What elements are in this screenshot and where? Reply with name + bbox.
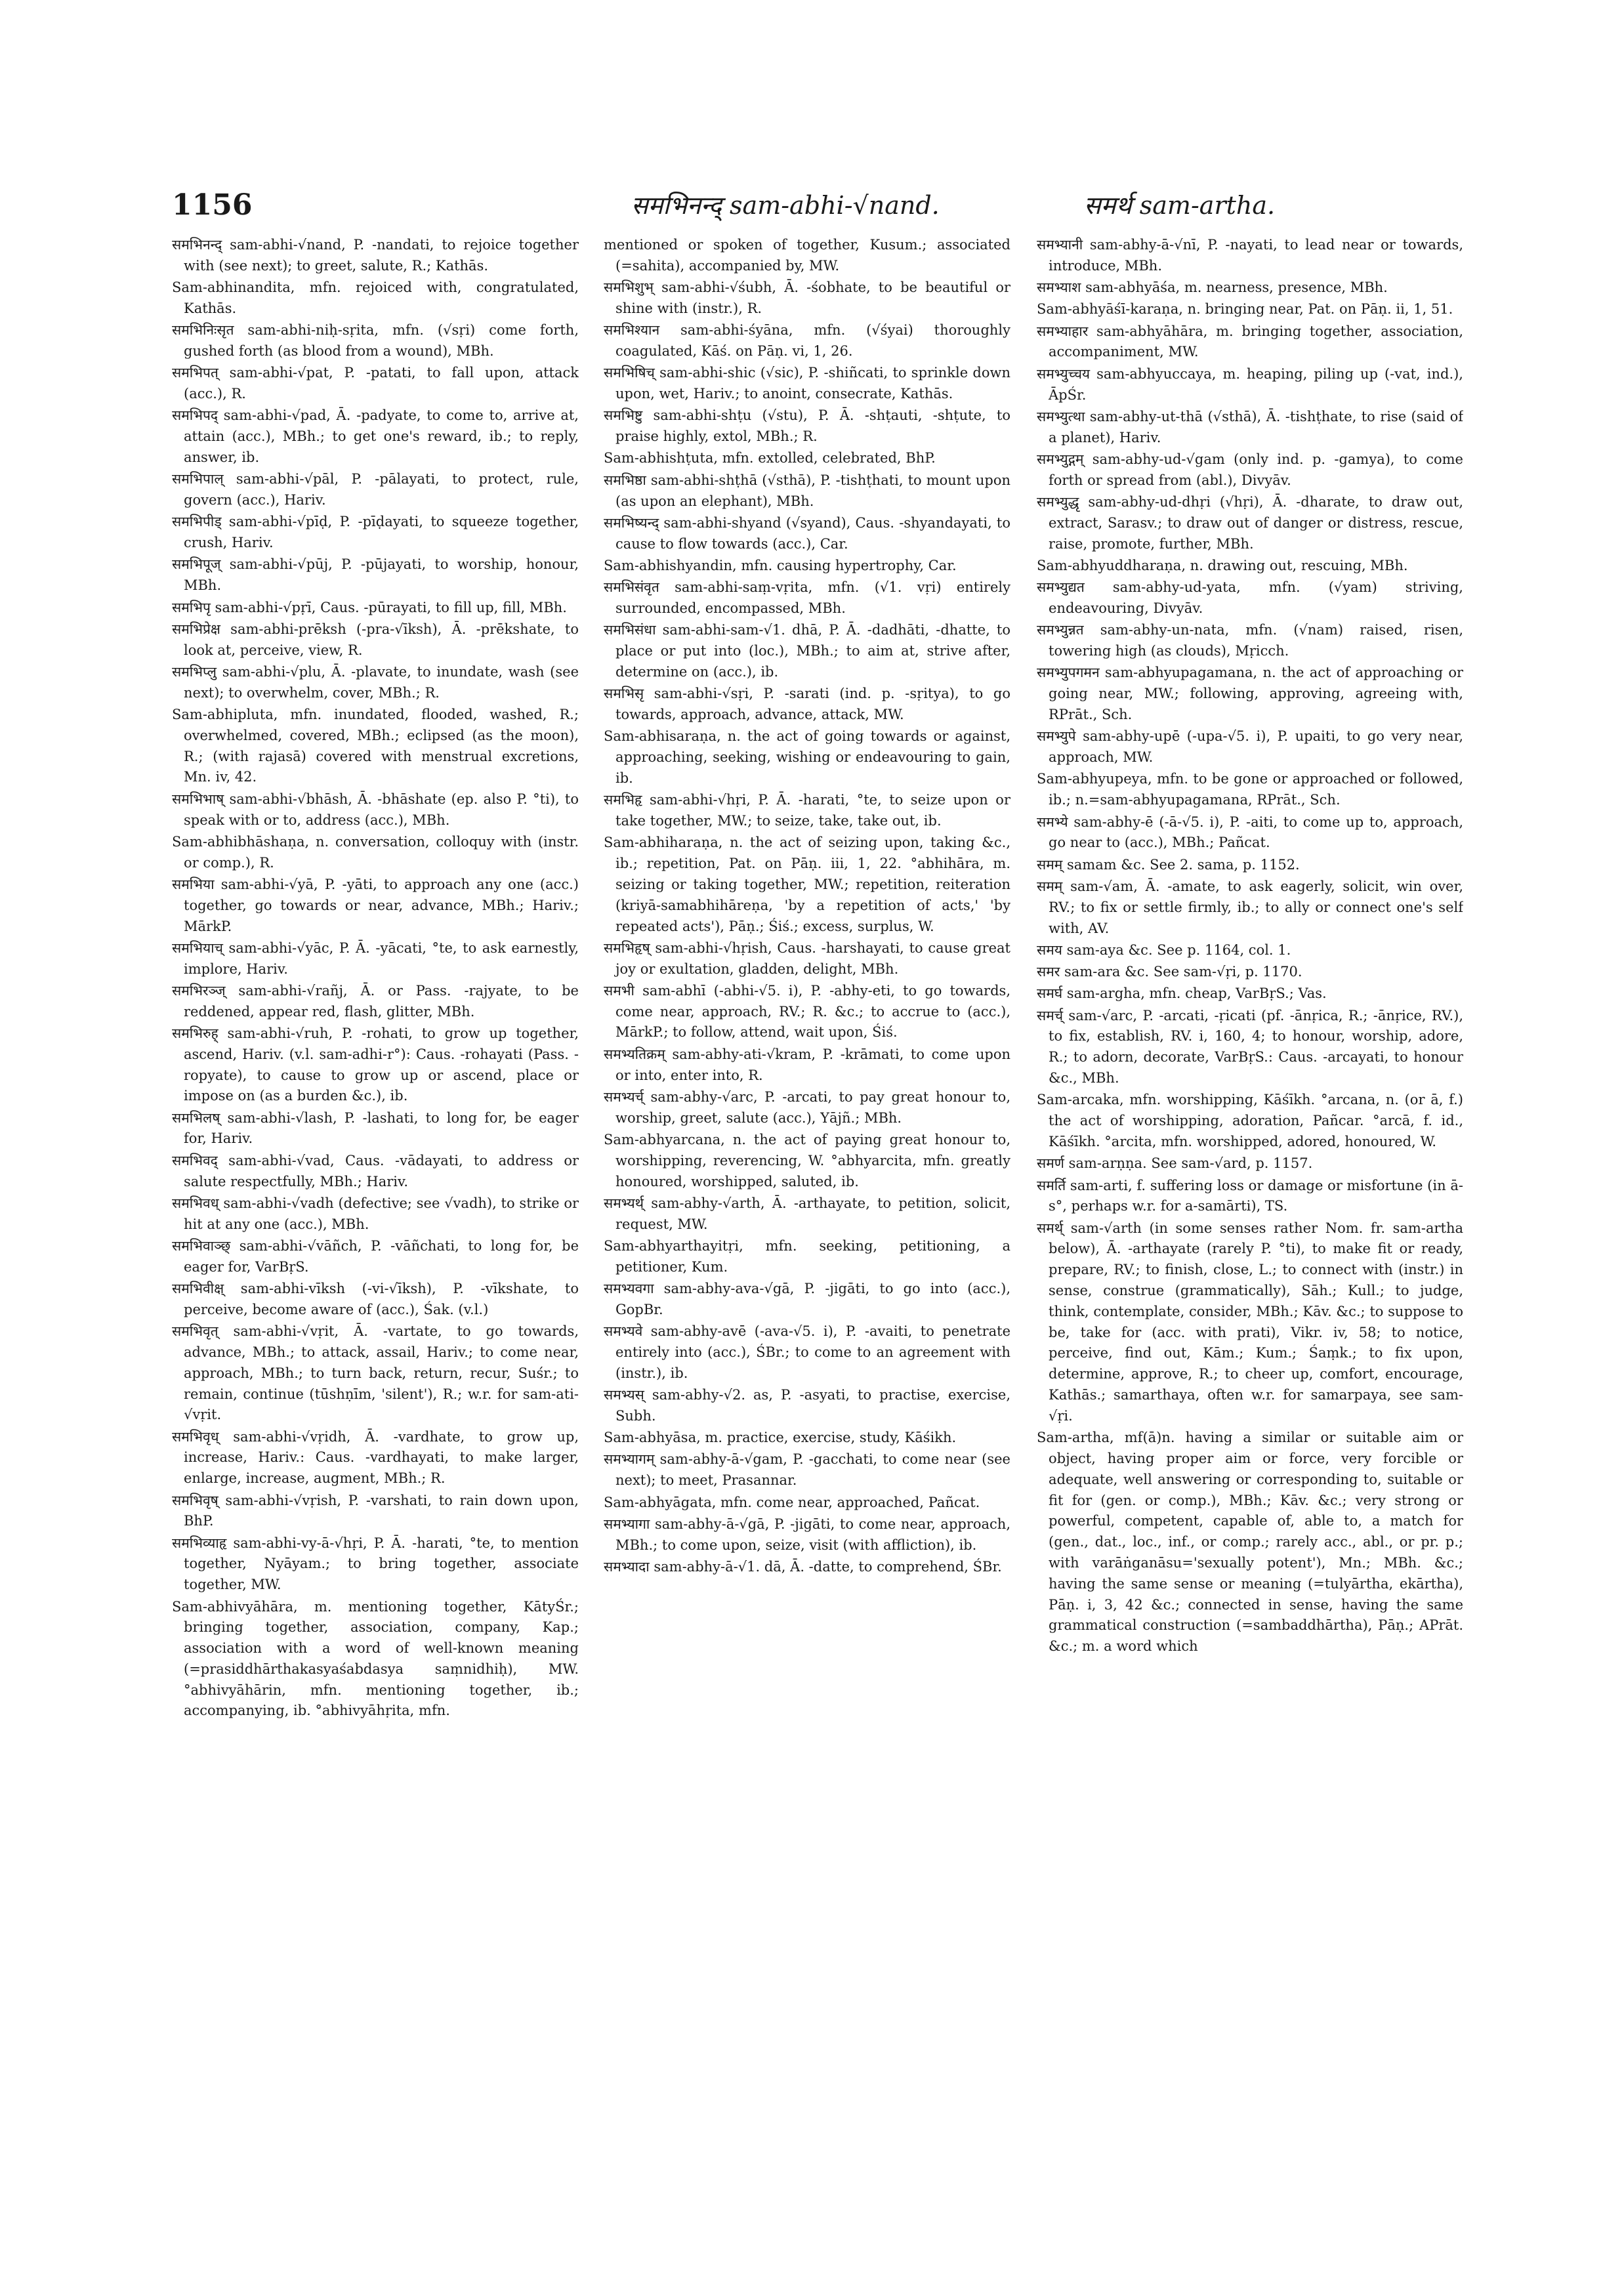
- dictionary-entry: Sam-abhyarcana, n. the act of paying great honour to, worshipping, reverencing, W. °abhyarcita, mfn. greatly honoured, worshipped, saluted, ib.: [604, 1131, 1010, 1189]
- dictionary-entry: समभिव्याहृ sam-abhi-vy-ā-√hṛi, P. Ā. -harati, °te, to mention together, Nyāyam.; to bring together, associate together, MW.: [172, 1535, 579, 1593]
- dictionary-entry: समभ्युद्गम् sam-abhy-ud-√gam (only ind. p. -gamya), to come forth or spread from (abl.), Divyāv.: [1037, 451, 1463, 488]
- dictionary-entry: समभिपद् sam-abhi-√pad, Ā. -padyate, to come to, arrive at, attain (acc.), MBh.; to get one's reward, ib.; to reply, answer, ib.: [172, 407, 579, 465]
- dictionary-entry: समभिहृ sam-abhi-√hṛi, P. Ā. -harati, °te, to seize upon or take together, MW.; to seize, take, take out, ib.: [604, 792, 1010, 829]
- dictionary-entry: समभिश्यान sam-abhi-śyāna, mfn. (√śyai) thoroughly coagulated, Kāś. on Pāṇ. vi, 1, 26.: [604, 322, 1010, 359]
- dictionary-entry: Sam-abhishyandin, mfn. causing hypertrophy, Car.: [604, 557, 957, 573]
- dictionary-entry: समभिवद् sam-abhi-√vad, Caus. -vādayati, to address or salute respectfully, MBh.; Hariv.: [172, 1152, 579, 1189]
- dictionary-entry: समभ्युच्चय sam-abhyuccaya, m. heaping, piling up (-vat, ind.), ĀpŚr.: [1037, 365, 1463, 403]
- dictionary-entry: समभिसंधा sam-abhi-sam-√1. dhā, P. Ā. -dadhāti, -dhatte, to place or put into (loc.), MBh.; to aim at, strive after, determine on (acc.), ib.: [604, 622, 1010, 680]
- dictionary-entry: समभिनिःसृत sam-abhi-niḥ-sṛita, mfn. (√sṛi) come forth, gushed forth (as blood from a wound), MBh.: [172, 322, 579, 359]
- dictionary-entry: समभिनन्द् sam-abhi-√nand, P. -nandati, to rejoice together with (see next); to greet, salute, R.; Kathās.: [172, 237, 579, 274]
- dictionary-entry: समर्ण sam-arṇṇa. See sam-√ard, p. 1157.: [1037, 1155, 1313, 1172]
- dictionary-entry: समभ्यर्च् sam-abhy-√arc, P. -arcati, to pay great honour to, worship, greet, salute (acc.), Yājñ.; MBh.: [604, 1088, 1010, 1126]
- dictionary-entry: Sam-abhyuddharaṇa, n. drawing out, rescuing, MBh.: [1037, 557, 1408, 573]
- dictionary-entry: समभ्युन्नत sam-abhy-un-nata, mfn. (√nam) raised, risen, towering high (as clouds), Mṛicch.: [1037, 622, 1463, 659]
- dictionary-entry: समभ्यस् sam-abhy-√2. as, P. -asyati, to practise, exercise, Subh.: [604, 1387, 1010, 1424]
- dictionary-entry: समभियाच् sam-abhi-√yāc, P. Ā. -yācati, °te, to ask earnestly, implore, Hariv.: [172, 940, 579, 977]
- dictionary-entry: समभ्यादा sam-abhy-ā-√1. dā, Ā. -datte, to comprehend, ŚBr.: [604, 1558, 1002, 1575]
- column-1: [172, 235, 579, 2256]
- dictionary-entry: Sam-abhyāśī-karaṇa, n. bringing near, Pat. on Pāṇ. ii, 1, 51.: [1037, 301, 1453, 318]
- dictionary-entry: Sam-abhisaraṇa, n. the act of going towards or against, approaching, seeking, wishing or endeavouring to gain, ib.: [604, 728, 1010, 786]
- dictionary-entry: mentioned or spoken of together, Kusum.; associated (=sahita), accompanied by, MW.: [604, 237, 1010, 274]
- dictionary-entry: समभ्युद्धृ sam-abhy-ud-dhṛi (√hṛi), Ā. -dharate, to draw out, extract, Sarasv.; to draw out of danger or distress, rescue, raise, promote, further, MBh.: [1037, 494, 1463, 552]
- dictionary-entry: समभिलष् sam-abhi-√lash, P. -lashati, to long for, be eager for, Hariv.: [172, 1109, 579, 1147]
- dictionary-entry: समभिहृष् sam-abhi-√hṛish, Caus. -harshayati, to cause great joy or exultation, gladden, delight, MBh.: [604, 940, 1010, 977]
- dictionary-entry: समभिवाञ्छ् sam-abhi-√vāñch, P. -vāñchati, to long for, be eager for, VarBṛS.: [172, 1237, 579, 1275]
- dictionary-entry: समभिया sam-abhi-√yā, P. -yāti, to approach any one (acc.) together, go towards or near, advance, MBh.; Hariv.; MārkP.: [172, 876, 579, 934]
- dictionary-entry: समभिसंवृत sam-abhi-saṃ-vṛita, mfn. (√1. vṛi) entirely surrounded, encompassed, MBh.: [604, 579, 1010, 617]
- dictionary-entry: समभ्यर्थ् sam-abhy-√arth, Ā. -arthayate, to petition, solicit, request, MW.: [604, 1195, 1010, 1232]
- dictionary-entry: Sam-artha, mf(ā)n. having a similar or suitable aim or object, having proper aim or force, very forcible or adequate, well answering or corresponding to, suitable or fit for (gen. or comp.), MBh.; Kāv. &c.; very strong or powerful, competent, capable of, able to, a match for (gen., dat., loc., inf., or comp.; rarely acc., abl., or pr. p.; with varāṅganāsu='sexually potent'), Mn.; MBh. &c.; having the same sense or meaning (=tulyārtha, ekārtha), Pāṇ. i, 3, 42 &c.; connected in sense, having the same grammatical construction (=sambaddhārtha), Pāṇ.; APrāt. &c.; m. a word which: [1037, 1430, 1463, 1655]
- dictionary-entry: समभ्युपगमन sam-abhyupagamana, n. the act of approaching or going near, MW.; following, approving, agreeing with, RPrāt., Sch.: [1037, 665, 1463, 723]
- dictionary-entry: समभिवध् sam-abhi-√vadh (defective; see √vadh), to strike or hit at any one (acc.), MBh.: [172, 1195, 579, 1232]
- dictionary-entry: समभिशुभ् sam-abhi-√śubh, Ā. -śobhate, to be beautiful or shine with (instr.), R.: [604, 279, 1010, 316]
- dictionary-entry: समभ्युपे sam-abhy-upē (-upa-√5. i), P. upaiti, to go very near, approach, MW.: [1037, 728, 1463, 766]
- dictionary-entry: समभिपीड् sam-abhi-√pīḍ, P. -pīḍayati, to squeeze together, crush, Hariv.: [172, 514, 579, 551]
- dictionary-entry: समभ्युत्था sam-abhy-ut-thā (√sthā), Ā. -tishṭhate, to rise (said of a planet), Hariv.: [1037, 408, 1463, 445]
- dictionary-entry: समभिषिच् sam-abhi-shic (√sic), P. -shiñcati, to sprinkle down upon, wet, Hariv.; to anoint, consecrate, Kathās.: [604, 365, 1010, 402]
- dictionary-entry: Sam-abhinandita, mfn. rejoiced with, congratulated, Kathās.: [172, 279, 579, 316]
- dictionary-entry: Sam-abhibhāshaṇa, n. conversation, colloquy with (instr. or comp.), R.: [172, 833, 579, 871]
- dictionary-entry: समभी sam-abhī (-abhi-√5. i), P. -abhy-eti, to go towards, come near, approach, RV.; R. &c.; to accrue to (acc.), MārkP.; to follow, attend, wait upon, Śiś.: [604, 982, 1010, 1041]
- dictionary-entry: समर्च् sam-√arc, P. -arcati, -ṛicati (pf. -ānṛica, R.; -ānṛice, RV.), to fix, establish, RV. i, 160, 4; to honour, worship, adore, R.; to adorn, decorate, VarBṛS.: Caus. -arcayati, to honour &c., MBh.: [1037, 1007, 1463, 1086]
- dictionary-entry: समर sam-ara &c. See sam-√ṛi, p. 1170.: [1037, 964, 1302, 980]
- dictionary-entry: Sam-abhiharaṇa, n. the act of seizing upon, taking &c., ib.; repetition, Pat. on Pāṇ. iii, 1, 22. °abhihāra, m. seizing or taking together, MW.; repetition, reiteration (kriyā-samabhihāreṇa, 'by a repetition of acts,' 'by repeated acts'), Pāṇ.; Śiś.; excess, surplus, W.: [604, 835, 1010, 934]
- dictionary-entry: समभिवृत् sam-abhi-√vṛit, Ā. -vartate, to go towards, advance, MBh.; to attack, assail, Hariv.; to come near, approach, MBh.; to turn back, return, recur, Suśr.; to remain, continue (tūshṇīm, 'silent'), R.; w.r. for sam-ati-√vṛit.: [172, 1323, 579, 1423]
- dictionary-entry: Sam-arcaka, mfn. worshipping, Kāśīkh. °arcana, n. (or ā, f.) the act of worshipping, adoration, Pañcar. °arcā, f. id., Kāśīkh. °arcita, mfn. worshipped, adored, honoured, W.: [1037, 1092, 1463, 1149]
- dictionary-entry: समभ्यागा sam-abhy-ā-√gā, P. -jigāti, to come near, approach, MBh.; to come upon, seize, visit (with affliction), ib.: [604, 1516, 1010, 1553]
- dictionary-entry: समभ्युद्यत sam-abhy-ud-yata, mfn. (√yam) striving, endeavouring, Divyāv.: [1037, 579, 1463, 617]
- dictionary-entry: समभिपृ sam-abhi-√pṛī, Caus. -pūrayati, to fill up, fill, MBh.: [172, 599, 567, 615]
- dictionary-entry: समभिभाष् sam-abhi-√bhāsh, Ā. -bhāshate (ep. also P. °ti), to speak with or to, address (acc.), MBh.: [172, 791, 579, 828]
- dictionary-entry: Sam-abhivyāhāra, m. mentioning together, KātyŚr.; bringing together, association, company, Kap.; association with a word of well-known meaning (=prasiddhārthakasyaśabdasya saṃnidhiḥ), MW. °abhivyāhārin, mfn. mentioning together, ib.; accompanying, ib. °abhivyāhṛita, mfn.: [172, 1598, 579, 1719]
- dictionary-entry: समभिपत् sam-abhi-√pat, P. -patati, to fall upon, attack (acc.), R.: [172, 365, 579, 402]
- dictionary-entry: समर्थ् sam-√arth (in some senses rather Nom. fr. sam-artha below), Ā. -arthayate (rarely P. °ti), to make fit or ready, prepare, RV.; to finish, close, L.; to connect with (instr.) in sense, construe (grammatically), Sāh.; Kull.; to judge, think, contemplate, consider, MBh.; Kāv. &c.; to suppose to be, take for (acc. with prati), Vikr. iv, 58; to notice, perceive, find out, Kām.; Kum.; Śaṃk.; to fix upon, determine, approve, R.; to cheer up, comfort, encourage, Kathās.; samarthaya, often w.r. for samarpaya, see sam-√ṛi.: [1037, 1220, 1463, 1424]
- dictionary-entry: समभ्यागम् sam-abhy-ā-√gam, P. -gacchati, to come near (see next); to meet, Prasannar.: [604, 1451, 1010, 1489]
- dictionary-entry: Sam-abhipluta, mfn. inundated, flooded, washed, R.; overwhelmed, covered, MBh.; eclipsed (as the moon), R.; (with rajasā) covered with menstrual excretions, Mn. iv, 42.: [172, 707, 579, 785]
- dictionary-entry: समम् samam &c. See 2. sama, p. 1152.: [1037, 856, 1300, 873]
- dictionary-entry: समम् sam-√am, Ā. -amate, to ask eagerly, solicit, win over, RV.; to fix or settle firmly, ib.; to ally or connect one's self with, AV.: [1037, 878, 1463, 936]
- dictionary-entry: समभिवृध् sam-abhi-√vṛidh, Ā. -vardhate, to grow up, increase, Hariv.: Caus. -vardhayati, to make larger, enlarge, increase, augment, MBh.; R.: [172, 1428, 579, 1487]
- dictionary-entry: समभिरुह् sam-abhi-√ruh, P. -rohati, to grow up together, ascend, Hariv. (v.l. sam-adhi-r°): Caus. -rohayati (Pass. -ropyate), to cause to grow up or ascend, place or impose on (as a burden &c.), ib.: [172, 1025, 579, 1104]
- dictionary-entry: Sam-abhyāgata, mfn. come near, approached, Pañcat.: [604, 1494, 980, 1510]
- dictionary-entry: समभिपाल् sam-abhi-√pāl, P. -pālayati, to protect, rule, govern (acc.), Hariv.: [172, 471, 579, 508]
- dictionary-entry: समभिरञ्ज् sam-abhi-√rañj, Ā. or Pass. -rajyate, to be reddened, appear red, flash, glitter, MBh.: [172, 982, 579, 1020]
- dictionary-entry: समभिप्लु sam-abhi-√plu, Ā. -plavate, to inundate, wash (see next); to overwhelm, cover, MBh.; R.: [172, 663, 579, 701]
- dictionary-entry: समभिवीक्ष् sam-abhi-vīksh (-vi-√īksh), P. -vīkshate, to perceive, become aware of (acc.), Śak. (v.l.): [172, 1281, 579, 1317]
- dictionary-entry: समभिष्ठा sam-abhi-shṭhā (√sthā), P. -tishṭhati, to mount upon (as upon an elephant), MBh.: [604, 472, 1010, 509]
- dictionary-entry: समभ्यतिक्रम् sam-abhy-ati-√kram, P. -krāmati, to come upon or into, enter into, R.: [604, 1046, 1010, 1083]
- dictionary-entry: Sam-abhyupeya, mfn. to be gone or approached or followed, ib.; n.=sam-abhyupagamana, RPrāt., Sch.: [1037, 771, 1463, 808]
- dictionary-entry: समभ्याश sam-abhyāśa, m. nearness, presence, MBh.: [1037, 279, 1388, 296]
- dictionary-entry: समभ्यवे sam-abhy-avē (-ava-√5. i), P. -avaiti, to penetrate entirely into (acc.), ŚBr.; to come to an agreement with (instr.), ib.: [604, 1323, 1010, 1381]
- dictionary-entry: Sam-abhyarthayitṛi, mfn. seeking, petitioning, a petitioner, Kum.: [604, 1237, 1010, 1275]
- dictionary-entry: समर्ति sam-arti, f. suffering loss or damage or misfortune (in ā-s°, perhaps w.r. for a-samārti), TS.: [1037, 1177, 1463, 1214]
- dictionary-entry: समभिसृ sam-abhi-√sṛi, P. -sarati (ind. p. -sṛitya), to go towards, approach, advance, attack, MW.: [604, 686, 1010, 723]
- column-2: [604, 235, 1010, 2256]
- dictionary-entry: समर्घ sam-argha, mfn. cheap, VarBṛS.; Vas.: [1037, 985, 1327, 1002]
- dictionary-entry: समभ्याहार sam-abhyāhāra, m. bringing together, association, accompaniment, MW.: [1037, 323, 1463, 360]
- dictionary-entry: समभिष्टु sam-abhi-shṭu (√stu), P. Ā. -shṭauti, -shṭute, to praise highly, extol, MBh.; R.: [604, 407, 1010, 445]
- running-header: [172, 189, 1486, 228]
- dictionary-entry: समभिष्यन्द् sam-abhi-shyand (√syand), Caus. -shyandayati, to cause to flow towards (acc.), Car.: [604, 514, 1010, 552]
- dictionary-entry: समभ्यानी sam-abhy-ā-√nī, P. -nayati, to lead near or towards, introduce, MBh.: [1037, 237, 1463, 274]
- dictionary-entry: समभ्यवगा sam-abhy-ava-√gā, P. -jigāti, to go into (acc.), GopBr.: [604, 1281, 1010, 1317]
- dictionary-entry: समभिपूज् sam-abhi-√pūj, P. -pūjayati, to worship, honour, MBh.: [172, 556, 579, 594]
- dictionary-entry: Sam-abhyāsa, m. practice, exercise, study, Kāśikh.: [604, 1430, 957, 1446]
- dictionary-entry: Sam-abhishṭuta, mfn. extolled, celebrated, BhP.: [604, 450, 936, 466]
- left-guide-word: समभिनन्द् sam-abhi-√nand.: [631, 191, 940, 220]
- page-number: 1156: [172, 188, 253, 222]
- dictionary-entry: समय sam-aya &c. See p. 1164, col. 1.: [1037, 941, 1291, 958]
- dictionary-entry: समभिवृष् sam-abhi-√vṛish, P. -varshati, to rain down upon, BhP.: [172, 1492, 579, 1529]
- column-3: [1037, 235, 1463, 2256]
- dictionary-entry: समभिप्रेक्ष sam-abhi-prēksh (-pra-√īksh), Ā. -prēkshate, to look at, perceive, view, R.: [172, 621, 579, 658]
- right-guide-word: समर्थ sam-artha.: [1084, 191, 1276, 220]
- dictionary-entry: समभ्ये sam-abhy-ē (-ā-√5. i), P. -aiti, to come up to, approach, go near to (acc.), MBh.; Pañcat.: [1037, 814, 1463, 851]
